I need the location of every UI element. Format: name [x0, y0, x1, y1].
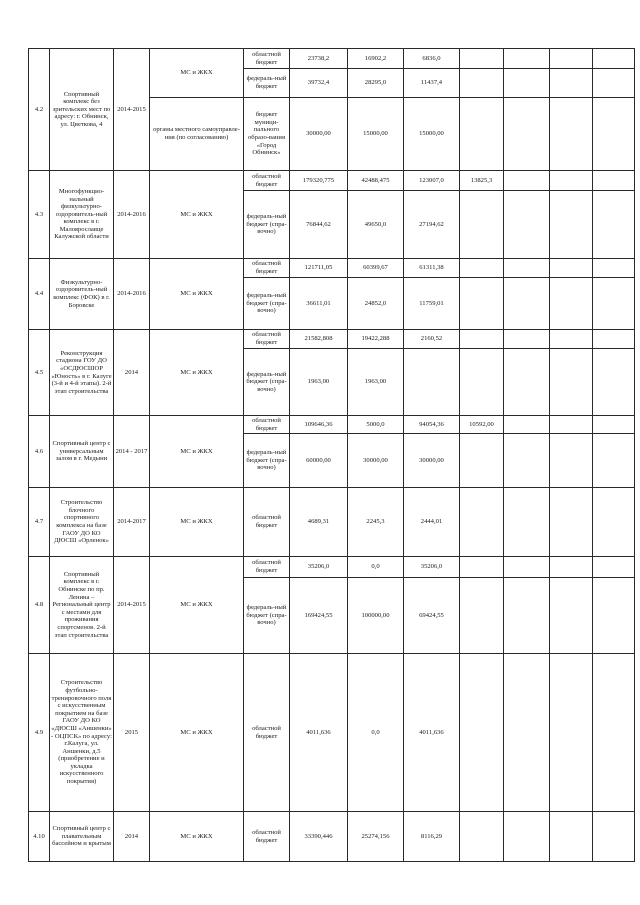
executor: МС и ЖКХ — [150, 259, 244, 330]
period: 2014 — [114, 330, 150, 416]
amount-2015: 11759,01 — [404, 278, 460, 330]
budget-source: федераль-ный бюджет (спра-вочно) — [244, 191, 290, 259]
period: 2014 — [114, 812, 150, 862]
amount-total: 33390,446 — [290, 812, 348, 862]
object-name: Спортивный комплекс без зрительских мест по адресу: г. Обнинск, ул. Цветкова, 4 — [50, 49, 114, 171]
amount-2015: 27194,62 — [404, 191, 460, 259]
empty-cell — [593, 488, 635, 557]
period: 2014-2015 — [114, 49, 150, 171]
executor: МС и ЖКХ — [150, 49, 244, 98]
amount-2015: 94054,36 — [404, 416, 460, 434]
row-number: 4.8 — [29, 557, 50, 654]
object-name: Физкультурно-оздоровитель-ный комплекс (ФОК) в г. Боровске — [50, 259, 114, 330]
empty-cell — [504, 578, 550, 654]
table-row — [29, 557, 635, 578]
empty-cell — [593, 812, 635, 862]
empty-cell — [550, 259, 593, 278]
object-name: Спортивный центр с универсальным залом в г. Медыни — [50, 416, 114, 488]
amount-total: 76844,62 — [290, 191, 348, 259]
amount-total: 109646,36 — [290, 416, 348, 434]
empty-cell — [504, 69, 550, 98]
budget-source: областной бюджет — [244, 416, 290, 434]
row-number: 4.5 — [29, 330, 50, 416]
empty-cell — [504, 191, 550, 259]
empty-cell — [504, 171, 550, 191]
empty-cell — [593, 416, 635, 434]
amount-2015: 11437,4 — [404, 69, 460, 98]
empty-cell — [593, 171, 635, 191]
amount-total: 4689,31 — [290, 488, 348, 557]
empty-cell — [504, 812, 550, 862]
amount-2016 — [460, 557, 504, 578]
amount-total: 30000,00 — [290, 98, 348, 171]
amount-2016 — [460, 191, 504, 259]
executor: МС и ЖКХ — [150, 654, 244, 812]
amount-2016 — [460, 259, 504, 278]
period: 2014-2016 — [114, 171, 150, 259]
amount-2014: 100000,00 — [348, 578, 404, 654]
table-row — [29, 812, 635, 862]
amount-2015: 15000,00 — [404, 98, 460, 171]
period: 2014-2016 — [114, 259, 150, 330]
amount-2014: 24852,0 — [348, 278, 404, 330]
empty-cell — [550, 654, 593, 812]
amount-2015 — [404, 349, 460, 416]
amount-2016 — [460, 69, 504, 98]
amount-2016: 13825,3 — [460, 171, 504, 191]
table-row — [29, 49, 635, 69]
budget-source: федераль-ный бюджет — [244, 69, 290, 98]
amount-2015: 2160,52 — [404, 330, 460, 349]
object-name: Строительство блочного спортивного комплекса на базе ГАОУ ДО КО ДЮСШ «Орленок» — [50, 488, 114, 557]
budget-source: областной бюджет — [244, 49, 290, 69]
amount-2016 — [460, 488, 504, 557]
amount-2014: 15000,00 — [348, 98, 404, 171]
amount-2016 — [460, 49, 504, 69]
amount-total: 4011,636 — [290, 654, 348, 812]
executor: МС и ЖКХ — [150, 557, 244, 654]
empty-cell — [593, 578, 635, 654]
row-number: 4.4 — [29, 259, 50, 330]
amount-total: 169424,55 — [290, 578, 348, 654]
amount-2016 — [460, 434, 504, 488]
empty-cell — [550, 278, 593, 330]
table-row — [29, 259, 635, 278]
budget-source: областной бюджет — [244, 812, 290, 862]
empty-cell — [593, 49, 635, 69]
amount-total: 121711,05 — [290, 259, 348, 278]
amount-2016 — [460, 812, 504, 862]
empty-cell — [504, 49, 550, 69]
period: 2014-2017 — [114, 488, 150, 557]
amount-2016 — [460, 654, 504, 812]
object-name: Строительство футбольно-тренировочного поля с искусственным покрытием на базе ГАОУ ДО КО «ДЮСШ «Аншенки» - ОЦПСК» по адресу: г.Калуга, ул. Аншенки, д.5 (приобретение и укладка искусственного покрытия) — [50, 654, 114, 812]
empty-cell — [593, 98, 635, 171]
amount-total: 35206,0 — [290, 557, 348, 578]
amount-2014: 42488,475 — [348, 171, 404, 191]
amount-total: 23738,2 — [290, 49, 348, 69]
row-number: 4.10 — [29, 812, 50, 862]
empty-cell — [504, 434, 550, 488]
amount-2014: 28295,0 — [348, 69, 404, 98]
object-name: Многофункцио-нальный физкультурно-оздоровитель-ный комплекс в г. Малоярославце Калужской области — [50, 171, 114, 259]
empty-cell — [550, 349, 593, 416]
amount-2016: 10592,00 — [460, 416, 504, 434]
empty-cell — [550, 812, 593, 862]
row-number: 4.7 — [29, 488, 50, 557]
amount-2014: 0,0 — [348, 654, 404, 812]
empty-cell — [593, 191, 635, 259]
empty-cell — [593, 654, 635, 812]
amount-2015: 61311,38 — [404, 259, 460, 278]
executor: МС и ЖКХ — [150, 488, 244, 557]
period: 2014 - 2017 — [114, 416, 150, 488]
row-number: 4.2 — [29, 49, 50, 171]
empty-cell — [504, 278, 550, 330]
amount-total: 21582,808 — [290, 330, 348, 349]
amount-2015: 123007,0 — [404, 171, 460, 191]
empty-cell — [550, 557, 593, 578]
budget-source: бюджет муници-пального образо-вания «Город Обнинск» — [244, 98, 290, 171]
table-row — [29, 488, 635, 557]
empty-cell — [550, 49, 593, 69]
empty-cell — [593, 349, 635, 416]
empty-cell — [550, 434, 593, 488]
amount-2016 — [460, 278, 504, 330]
amount-2014: 25274,156 — [348, 812, 404, 862]
empty-cell — [593, 434, 635, 488]
empty-cell — [550, 416, 593, 434]
budget-source: федераль-ный бюджет (спра-вочно) — [244, 578, 290, 654]
empty-cell — [550, 488, 593, 557]
executor: органы местного самоуправле-ния (по согласованию) — [150, 98, 244, 171]
amount-2015: 2444,01 — [404, 488, 460, 557]
row-number: 4.6 — [29, 416, 50, 488]
executor: МС и ЖКХ — [150, 330, 244, 416]
budget-source: федераль-ный бюджет (спра-вочно) — [244, 434, 290, 488]
amount-2015: 6836,0 — [404, 49, 460, 69]
object-name: Спортивный центр с плавательным бассейном и крытым — [50, 812, 114, 862]
amount-2014: 0,0 — [348, 557, 404, 578]
amount-2014: 49650,0 — [348, 191, 404, 259]
amount-2014: 5000,0 — [348, 416, 404, 434]
empty-cell — [550, 171, 593, 191]
executor: МС и ЖКХ — [150, 171, 244, 259]
empty-cell — [593, 259, 635, 278]
empty-cell — [504, 557, 550, 578]
budget-source: областной бюджет — [244, 488, 290, 557]
empty-cell — [593, 278, 635, 330]
amount-2014: 16902,2 — [348, 49, 404, 69]
amount-2015: 69424,55 — [404, 578, 460, 654]
empty-cell — [504, 98, 550, 171]
object-name: Спортивный комплекс в г. Обнинске по пр. Ленина – Региональный центр с местами для проживания спортсменов. 2-й этап строительства — [50, 557, 114, 654]
empty-cell — [550, 578, 593, 654]
amount-2014: 19422,288 — [348, 330, 404, 349]
empty-cell — [550, 191, 593, 259]
empty-cell — [504, 488, 550, 557]
budget-source: областной бюджет — [244, 259, 290, 278]
amount-2016 — [460, 98, 504, 171]
amount-2016 — [460, 349, 504, 416]
amount-2014: 1963,00 — [348, 349, 404, 416]
table-row — [29, 416, 635, 434]
amount-2015: 4011,636 — [404, 654, 460, 812]
empty-cell — [504, 349, 550, 416]
amount-2014: 60399,67 — [348, 259, 404, 278]
budget-source: областной бюджет — [244, 171, 290, 191]
table-row — [29, 654, 635, 812]
empty-cell — [504, 416, 550, 434]
empty-cell — [593, 69, 635, 98]
amount-total: 1963,00 — [290, 349, 348, 416]
amount-2015: 8116,29 — [404, 812, 460, 862]
executor: МС и ЖКХ — [150, 416, 244, 488]
object-name: Реконструкция стадиона ГОУ ДО «ОСДЮСШОР «Юность» в г. Калуге (3-й и 4-й этапы). 2-й этап строительства — [50, 330, 114, 416]
amount-2014: 30000,00 — [348, 434, 404, 488]
amount-total: 179320,775 — [290, 171, 348, 191]
period: 2015 — [114, 654, 150, 812]
empty-cell — [550, 98, 593, 171]
empty-cell — [593, 557, 635, 578]
amount-total: 36611,01 — [290, 278, 348, 330]
amount-2015: 35206,0 — [404, 557, 460, 578]
amount-total: 60000,00 — [290, 434, 348, 488]
empty-cell — [504, 259, 550, 278]
budget-source: федераль-ный бюджет (спра-вочно) — [244, 349, 290, 416]
empty-cell — [504, 654, 550, 812]
row-number: 4.9 — [29, 654, 50, 812]
empty-cell — [550, 69, 593, 98]
empty-cell — [593, 330, 635, 349]
period: 2014-2015 — [114, 557, 150, 654]
amount-2014: 2245,3 — [348, 488, 404, 557]
amount-2015: 30000,00 — [404, 434, 460, 488]
budget-source: областной бюджет — [244, 330, 290, 349]
table-row — [29, 171, 635, 191]
amount-total: 39732,4 — [290, 69, 348, 98]
budget-source: областной бюджет — [244, 557, 290, 578]
executor: МС и ЖКХ — [150, 812, 244, 862]
row-number: 4.3 — [29, 171, 50, 259]
budget-source: федераль-ный бюджет (спра-вочно) — [244, 278, 290, 330]
empty-cell — [504, 330, 550, 349]
empty-cell — [550, 330, 593, 349]
budget-source: областной бюджет — [244, 654, 290, 812]
amount-2016 — [460, 330, 504, 349]
table-row — [29, 330, 635, 349]
budget-table — [28, 48, 635, 862]
amount-2016 — [460, 578, 504, 654]
